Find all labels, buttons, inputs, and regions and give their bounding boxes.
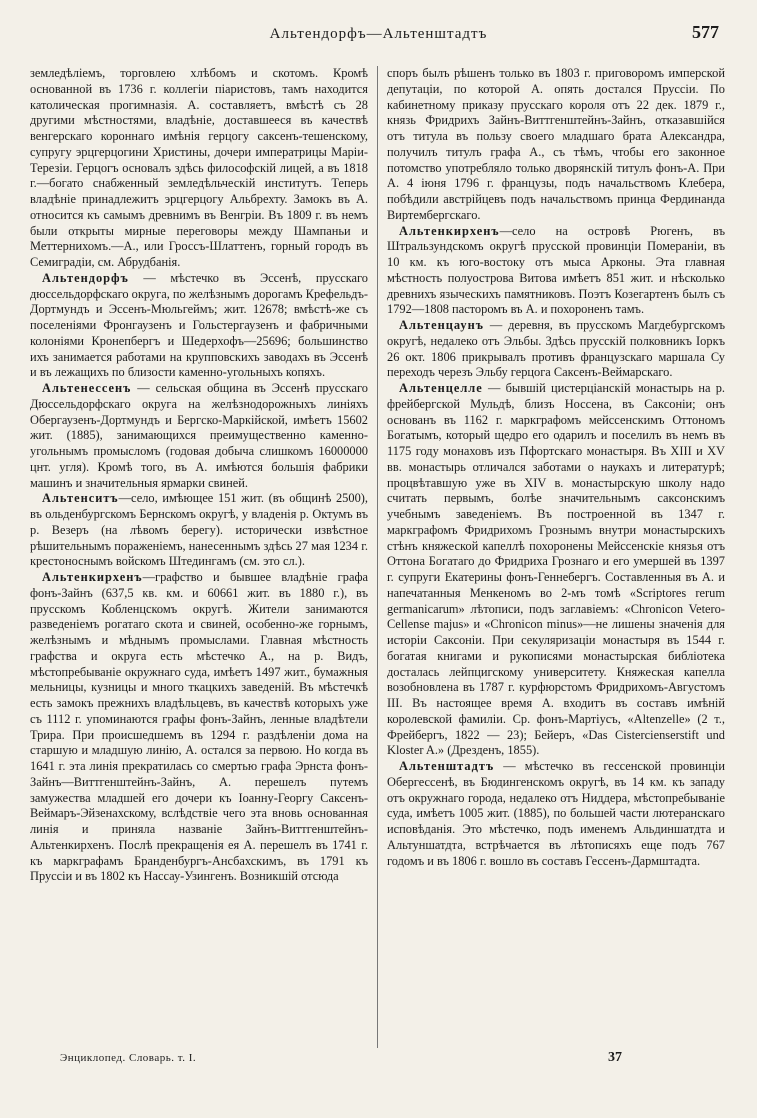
entry-headword: Альтенцелле (399, 381, 483, 395)
dictionary-entry (387, 66, 725, 224)
footer-signature: Энциклопед. Словарь. т. I. (60, 1052, 197, 1064)
page-footer (30, 1050, 727, 1072)
dictionary-entry (387, 759, 725, 869)
dictionary-entry (387, 381, 725, 759)
footer-sheet-number: 37 (608, 1050, 622, 1065)
entry-headword: Альтенситъ (42, 491, 119, 506)
page-number: 577 (692, 22, 719, 42)
right-column (377, 66, 725, 1048)
dictionary-entry (30, 66, 368, 271)
entry-text: земледѣліемъ, торговлею хлѣбомъ и скотомъ. Кромѣ основанной въ 1736 г. коллегіи піаристовъ, тамъ находится католическая прогимназія. А. составляетъ, вмѣстѣ съ 28 другими мѣстностями, владѣніе, доставшееся въ качествѣ венгерскаго короннаго имѣнія герцогу саксенъ-тешенскому, супругу эрцгерцогини Христины, дочери императрицы Маріи-Терезіи. Герцогъ основалъ здѣсь философскій лицей, а въ 1818 г.—богато снабженный земледѣльческій институтъ. Теперь владѣніе принадлежитъ эрцгерцогу Альбрехту. Замокъ въ А. относится къ самымъ древнимъ въ Венгріи. Въ 1809 г. въ немъ были открыты мирные переговоры между Шампаньи и Меттернихомъ.—А., или Гроссъ-Шлаттенъ, горный городъ въ Семиградіи, см. Абрудбанія. (30, 66, 368, 269)
dictionary-entry (30, 271, 368, 381)
entry-text: — мѣстечко въ гессенской провинціи Обергессенѣ, въ Бюдингенскомъ округѣ, въ 14 км. къ западу отъ окружнаго города, недалеко отъ Ниддера, мѣстопребываніе суда, имѣетъ 1005 жит. (1885), по большей части лютеранскаго исповѣданія. Это мѣстечко, подъ именемъ Альдиншатдта и Альтуншатдта, встрѣчается въ лѣтописяхъ еще подъ 767 годомъ и въ 1806 г. вошло въ составъ Гессенъ-Дармштадта. (387, 759, 725, 868)
entry-text: — бывшій цистерціанскій монастырь на р. фрейбергской Мульдѣ, близъ Носсена, въ Саксоніи; онъ основанъ въ 1162 г. маркграфомъ мейссенскимъ Оттономъ Богатымъ, который щедро его одарилъ и поселилъ въ немъ въ 1175 году монаховъ изъ Пфортскаго монастыря. Въ XIII и XV вв. монастырь отличался заботами о наукахъ и литературѣ; процвѣтавшую уже въ XIV в. монастырскую школу надо считать первымъ, болѣе значительнымъ саксонскимъ учебнымъ заведеніемъ. Въ построенной въ 1347 г. маркграфомъ Фридрихомъ Грознымъ внутри монастырскихъ стѣнъ княжеской капеллѣ похоронены Мейссенскіе князья отъ Оттона Богатаго до Фридриха Грознаго и его умершей въ 1397 г. супруги Екатерины фонъ-Геннебергъ. Составленныя въ А. и напечатанныя Менкеномъ во 2-мъ томѣ «Scriptores rerum germanicarum» лѣтописи, подъ заглавіемъ: «Chronicon Vetero-Cellense majus» и «Chronicon minus»—не лишены значенія для исторіи Саксоніи. При секуляризаціи монастыря въ 1544 г. богатая книгами и рукописями монастырская библіотека досталась лейпцигскому университету. Княжеская капелла возобновлена въ 1787 г. курфюрстомъ Фридрихомъ-Августомъ III. Въ настоящее время А. входитъ въ составъ имѣній королевской фамиліи. Ср. фонъ-Мартіусъ, «Altenzelle» (2 т., Фрейбергъ, 1822 — 23); Бейеръ, «Das Cistercienserstift und Kloster A.» (Дрезденъ, 1855). (387, 381, 725, 758)
dictionary-entry (387, 318, 725, 381)
entry-headword: Альтенцаунъ (399, 318, 484, 332)
entry-text: споръ былъ рѣшенъ только въ 1803 г. приговоромъ имперской депутаціи, по которой А. опять достался Пруссіи. По кабинетному приказу прусскаго короля отъ 22 дек. 1879 г., князь Фридрихъ Зайнъ-Виттгенштейнъ-Зайнъ, отказавшійся отъ титула въ пользу своего младшаго брата Александра, получилъ титулъ графа А., съ тѣмъ, чтобы его законное потомство употребляло только дворянскій титулъ фонъ-А. При А. 4 іюня 1796 г. французы, подъ начальствомъ Клебера, побѣдили австрійцевъ подъ начальствомъ принца Фердинанда Виртембергскаго. (387, 66, 725, 222)
entry-headword: Альтенкирхенъ (42, 570, 143, 584)
dictionary-entry (30, 491, 368, 570)
entry-text: — сельская община въ Эссенѣ прусскаго Дюссельдорфскаго округа на желѣзнодорожныхъ линіяхъ Обергаузенъ-Дортмундъ и Бергско-Маркійской, имѣетъ 15602 жит. (1885), занимающихся преимущественно каменно-угольнымъ промысломъ (годовая добыча слишкомъ 16000000 цнт. угля). Кромѣ того, въ А. имѣются большія фабрики машинъ и значительныя ярмарки свиней. (30, 381, 368, 490)
dictionary-entry (30, 570, 368, 885)
entry-headword: Альтенкирхенъ (399, 223, 500, 238)
entry-headword: Альтенштадтъ (399, 759, 495, 773)
dictionary-entry (30, 381, 368, 491)
entry-text: —село на островѣ Рюгенъ, въ Штральзундскомъ округѣ прусской провинціи Помераніи, въ 10 км. къ юго-востоку отъ мыса Арконы. Эта главная мѣстность полуострова Витова имѣетъ 851 жит. и нѣсколько древнихъ языческихъ памятниковъ. Поэтъ Козегартенъ былъ съ 1792—1808 пасторомъ въ А. и похороненъ тамъ. (387, 223, 725, 317)
entry-headword: Альтенессенъ (42, 381, 132, 395)
running-header (30, 20, 727, 50)
running-title: Альтендорфъ—Альтенштадтъ (269, 26, 488, 42)
entry-text: —село, имѣющее 151 жит. (въ общинѣ 2500), въ ольденбургскомъ Бернскомъ округѣ, у владенія р. Октумъ въ р. Везеръ (на лѣвомъ берегу). исторически извѣстное рѣшительнымъ пораженіемъ, нанесеннымъ здѣсь 27 мая 1234 г. крестоноснымъ войскомъ Штедингамъ (см. это сл.). (30, 491, 368, 569)
entry-text: —графство и бывшее владѣніе графа фонъ-Зайнъ (637,5 кв. км. и 60661 жит. въ 1880 г.), въ прусскомъ Кобленцскомъ округѣ. Жители занимаются разведеніемъ рогатаго скота и свиней, особенно-же горнымъ, желѣзнымъ и мѣднымъ промыслами. Главная мѣстность графства и округа есть мѣстечко А., на р. Видъ, мѣстопребываніе окружнаго суда, имѣетъ 1497 жит., бумажныя мельницы, кузницы и много ткацкихъ заведеній. Въ мѣстечкѣ есть замокъ прежнихъ владѣльцевъ, въ качествѣ которыхъ уже съ 1112 г. упоминаются графы фонъ-Зайнъ, ленные владѣтели Трира. При происшедшемъ въ 1294 г. раздѣленіи дома на старшую и младшую линію, А. остался за первою. Но когда въ 1641 г. эта линія прекратилась со смертью графа Эрнста фонъ-Зайнъ—Виттгенштейнъ-Зайнъ, А. перешелъ путемъ замужества младшей его дочери къ Іоанну-Георгу Саксенъ-Веймаръ-Эйзенахскому, вслѣдствіе чего эта вновь основанная линія и приняла названіе Зайнъ-Виттгенштейнъ-Альтенкирхенъ. Послѣ прекращенія ея А. перешелъ въ 1741 г. къ маркграфамъ Бранденбургъ-Ансбахскимъ, въ 1791 къ Пруссіи и въ 1802 къ Нассау-Узингенъ. Возникшій отсюда (30, 570, 368, 884)
dictionary-entry (387, 224, 725, 319)
entry-headword: Альтендорфъ (42, 270, 129, 285)
entry-text: — мѣстечко въ Эссенѣ, прусскаго дюссельдорфскаго округа, по желѣзнымъ дорогамъ Крефельдъ-Дортмундъ и Эссенъ-Мюльгеймъ; жит. 12678; вмѣстѣ-же съ поселеніями Фронгаузенъ и Гольстергаузенъ и фабричными колоніями Кронепбергъ и Шедерхофъ—25696; большинство ихъ занимается работами на крупповскихъ заводахъ въ Эссенѣ и въ лежащихъ по близости каменно-угольныхъ копяхъ. (30, 270, 368, 380)
left-column (30, 66, 377, 1048)
text-columns (30, 66, 730, 1048)
entry-text: — деревня, въ прусскомъ Магдебургскомъ округѣ, недалеко отъ Эльбы. Здѣсь прусскій полковникъ Іоркъ 26 окт. 1806 прикрывалъ противъ французскаго маршала Су переходъ черезъ Эльбу герцога Саксенъ-Веймарскаго. (387, 318, 725, 380)
